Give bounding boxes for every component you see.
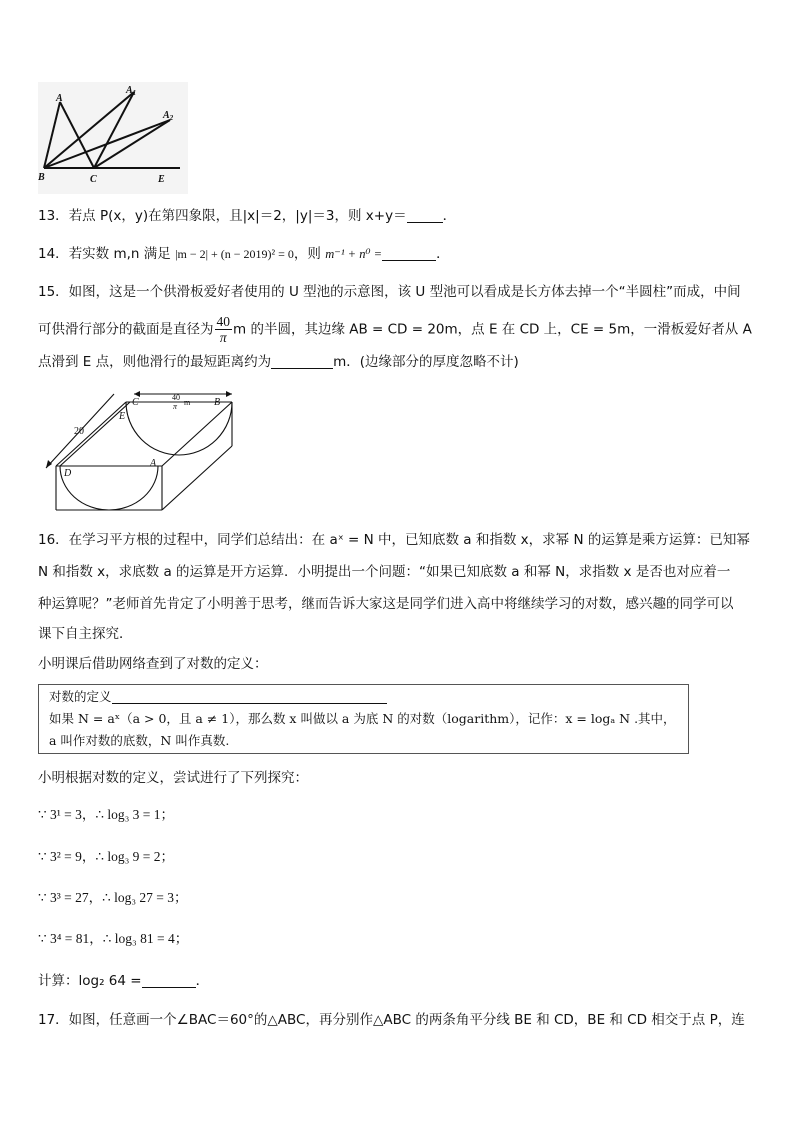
label-a: A (56, 93, 63, 104)
label-e: E (158, 174, 165, 185)
q13-answer-blank[interactable] (407, 208, 443, 223)
question-13 (38, 206, 456, 226)
label-c: C (90, 174, 97, 185)
q14-period: ． (436, 246, 450, 262)
explore-step-3: ∵ 3³ = 27，∴ log₃ 27 = 3； (38, 890, 188, 905)
question-16-line-5: 小明课后借助网络查到了对数的定义： (38, 656, 268, 672)
calc-answer-blank[interactable] (142, 973, 196, 988)
figure-triangles (38, 82, 188, 194)
definition-title-row (49, 687, 387, 705)
pool-diameter-unit: m (184, 398, 191, 407)
definition-title: 对数的定义 (49, 689, 112, 704)
q13-period: ． (442, 208, 457, 224)
definition-body: 如果 N = aˣ（a > 0，且 a ≠ 1），那么数 x 叫做以 a 为底 N 的对数（logarithm），记作：x = logₐ N .其中， (49, 711, 676, 726)
label-a2: $A_2$ (163, 110, 174, 122)
pool-label-d: D (64, 468, 72, 479)
definition-terms: a 叫作对数的底数，N 叫作真数. (49, 733, 230, 748)
definition-box (38, 684, 689, 754)
q14-equation: |m − 2| + (n − 2019)² = 0 (175, 247, 294, 261)
explore-step-2: ∵ 3² = 9，∴ log₃ 9 = 2； (38, 849, 175, 864)
pool-label-b: B (214, 397, 221, 408)
q14-text: 若实数 m,n 满足 (68, 246, 171, 262)
question-17: 17．如图，任意画一个∠BAC＝60°的△ABC，再分别作△ABC 的两条角平分线 BE 和 CD，BE 和 CD 相交于点 P，连 (38, 1012, 745, 1028)
question-16-line-1: 16．在学习平方根的过程中，同学们总结出：在 aˣ = N 中，已知底数 a 和指数 x，求幂 N 的运算是乘方运算：已知幂 (38, 532, 750, 548)
pool-label-e: E (119, 411, 126, 422)
figure-u-pool (42, 388, 248, 514)
question-15-line-2 (38, 314, 752, 345)
diameter-fraction (215, 314, 233, 345)
definition-underline (112, 691, 387, 704)
explore-intro: 小明根据对数的定义，尝试进行了下列探究： (38, 770, 308, 786)
question-15-line-1: 15．如图，这是一个供滑板爱好者使用的 U 型池的示意图，该 U 型池可以看成是长方体去掉一个“半圆柱”而成，中间 (38, 284, 741, 300)
question-16-line-3: 种运算呢？”老师首先肯定了小明善于思考，继而告诉大家这是同学们进入高中将继续学习的对数，感兴趣的同学可以 (38, 596, 734, 612)
fraction-numerator: 40 (216, 314, 230, 329)
q15-text-d: m．(边缘部分的厚度忽略不计) (333, 354, 519, 370)
explore-step-4: ∵ 3⁴ = 81，∴ log₃ 81 = 4； (38, 931, 189, 946)
question-16-line-2: N 和指数 x，求底数 a 的运算是开方运算．小明提出一个问题：“如果已知底数 a 和幂 N，求指数 x 是否也对应着一 (38, 564, 731, 580)
explore-calculation (38, 971, 209, 991)
q15-text-c: 点滑到 E 点，则他滑行的最短距离约为 (38, 354, 272, 370)
pool-diameter-num: 40 (172, 393, 180, 402)
calc-expression: 计算：log₂ 64 = (38, 973, 142, 989)
question-15-line-3 (38, 352, 519, 372)
q15-text-a: 可供滑行部分的截面是直径为 (38, 321, 214, 338)
pool-label-a: A (150, 458, 157, 469)
q14-number: 14． (38, 246, 69, 262)
q15-answer-blank[interactable] (271, 354, 333, 369)
explore-step-1: ∵ 3¹ = 3，∴ log₃ 3 = 1； (38, 807, 175, 822)
fraction-denominator: π (219, 330, 227, 345)
q14-expression: m⁻¹ + n⁰ = (325, 247, 383, 261)
label-b: B (38, 172, 45, 183)
q14-then: ，则 (293, 246, 321, 262)
pool-label-c: C (132, 397, 139, 408)
question-16-line-4: 课下自主探究． (38, 626, 133, 642)
calc-period: ． (195, 973, 210, 989)
label-a1: $A_1$ (126, 85, 137, 97)
pool-length-label: 20 (74, 426, 84, 437)
pool-diameter-den: π (173, 402, 178, 411)
q14-answer-blank[interactable] (382, 246, 436, 261)
q15-text-b: m 的半圆，其边缘 AB = CD = 20m，点 E 在 CD 上，CE = 5m，一滑板爱好者从 A (233, 321, 752, 338)
q13-number: 13． (38, 208, 69, 224)
question-14 (38, 244, 450, 264)
q13-text: 若点 P(x，y)在第四象限，且|x|＝2，|y|＝3，则 x+y＝ (68, 208, 407, 224)
